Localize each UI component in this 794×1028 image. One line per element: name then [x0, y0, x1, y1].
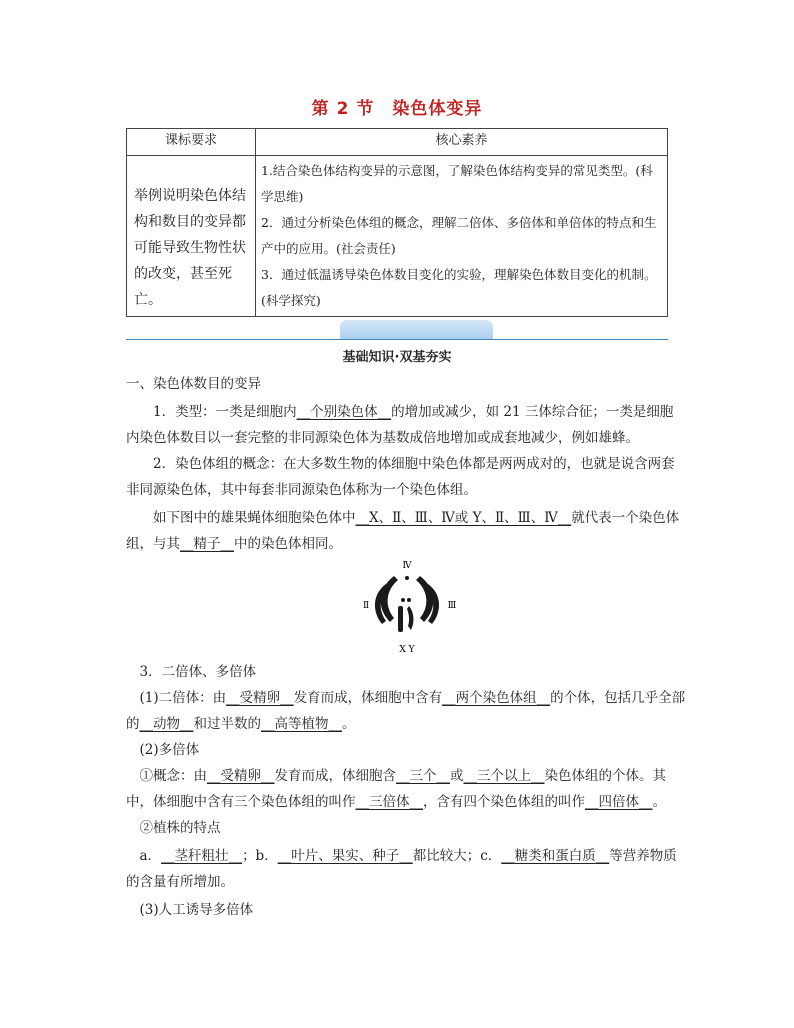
answer-blank: __四倍体__ [585, 794, 653, 810]
answer-blank: __两个染色体组__ [442, 690, 551, 706]
heading-polyploid: (2)多倍体 [139, 742, 200, 758]
answer-blank: __高等植物__ [261, 716, 342, 732]
literacy-cell [256, 156, 668, 317]
paragraph-types [126, 399, 686, 451]
text: 。 [342, 716, 356, 732]
answer-blank: __受精卵__ [226, 690, 294, 706]
paragraph-genome-concept: 2．染色体组的概念：在大多数生物的体细胞中染色体都是两两成对的，也就是说含两套非同源染色体，其中每套非同源染色体称为一个染色体组。 [126, 456, 675, 498]
chromosome-ii-left [381, 576, 398, 622]
heading-chromosome-number-variation: 一、染色体数目的变异 [126, 376, 261, 392]
paragraph-figure-description [126, 505, 686, 557]
answer-blank: __三个以上__ [463, 768, 545, 784]
heading-plant-features: ②植株的特点 [139, 820, 221, 836]
answer-blank: __受精卵__ [207, 768, 275, 784]
text: 1．类型：一类是细胞内 [153, 404, 297, 420]
answer-blank: __个别染色体__ [296, 404, 392, 420]
answer-blank: __叶片、果实、种子__ [277, 848, 413, 864]
chromosome-iv-dot [407, 598, 411, 602]
chromosome-x [398, 606, 403, 632]
text: ，含有四个染色体组的叫作 [423, 794, 585, 810]
standards-cell [127, 156, 256, 317]
text: 发育而成，体细胞中含有 [293, 690, 443, 706]
text: 和过半数的 [193, 716, 261, 732]
standards-table [126, 128, 668, 317]
text: 的个体，包括几乎全部的 [126, 690, 686, 732]
section-title: 基础知识·双基夯实 [342, 350, 452, 365]
text: 如下图中的雄果蝇体细胞染色体中 [153, 510, 356, 526]
chromosome-iv-dot [401, 598, 405, 602]
text: 中的染色体相同。 [234, 536, 342, 552]
text: 发育而成，体细胞含 [274, 768, 396, 784]
answer-blank: __三个__ [396, 768, 450, 784]
answer-blank: __糖类和蛋白质__ [501, 848, 610, 864]
label-ii: Ⅱ [362, 601, 370, 611]
paragraph-diploid [126, 685, 686, 737]
chromosome-iv [405, 576, 409, 580]
text: 就代表一个染色体组，与其 [126, 510, 680, 552]
table-header-standards: 课标要求 [127, 129, 256, 156]
label-iii: Ⅲ [447, 601, 457, 611]
answer-blank: __动物__ [139, 716, 194, 732]
text: 的增加或减少，如 21 三体综合征；一类是细胞内染色体数目以一套完整的非同源染色体为基数成倍地增加或成套地减少，例如雄蜂。 [126, 404, 674, 446]
answer-blank: __X、Ⅱ、Ⅲ、Ⅳ或 Y、Ⅱ、Ⅲ、Ⅳ__ [355, 510, 572, 526]
label-iv: Ⅳ [402, 561, 412, 571]
answer-blank: __茎秆粗壮__ [161, 848, 243, 864]
literacy-item: 1.结合染色体结构变异的示意图，了解染色体结构变异的常见类型。(科学思维) [261, 163, 653, 204]
chromosome-iii-right [416, 576, 433, 622]
page-title: 第 2 节 染色体变异 [311, 99, 483, 119]
text: 或 [450, 768, 464, 784]
text: 等营养物质的含量有所增加。 [126, 848, 677, 890]
label-xy: X Y [399, 645, 415, 655]
table-header-literacy: 核心素养 [256, 129, 668, 156]
answer-blank: __精子__ [180, 536, 234, 552]
heading-artificial-polyploidy: (3)人工诱导多倍体 [139, 902, 254, 918]
drosophila-karyotype-figure [352, 560, 462, 660]
paragraph-polyploid-concept [126, 763, 686, 815]
text: a． [139, 848, 162, 864]
literacy-item: 2．通过分析染色体组的概念，理解二倍体、多倍体和单倍体的特点和生产中的应用。(社会责任) [261, 215, 657, 256]
paragraph-plant-features [126, 843, 686, 895]
text: 。 [652, 794, 666, 810]
text: ①概念：由 [139, 768, 207, 784]
answer-blank: __三倍体__ [355, 794, 423, 810]
section-divider-line [126, 339, 668, 340]
literacy-item: 3．通过低温诱导染色体数目变化的实验，理解染色体数目变化的机制。(科学探究) [261, 267, 657, 308]
section-divider-tab [340, 320, 493, 340]
heading-diploid-polyploid: 3．二倍体、多倍体 [139, 664, 257, 680]
text: (1)二倍体：由 [139, 690, 227, 706]
text: 染色体组的个体。其中，体细胞中含有三个染色体组的叫作 [126, 768, 666, 810]
chromosome-y [407, 606, 413, 630]
text: 都比较大；c． [412, 848, 502, 864]
standards-text: 举例说明染色体结构和数目的变异都可能导致生物性状的改变，甚至死亡。 [134, 188, 246, 308]
text: ；b． [242, 848, 278, 864]
